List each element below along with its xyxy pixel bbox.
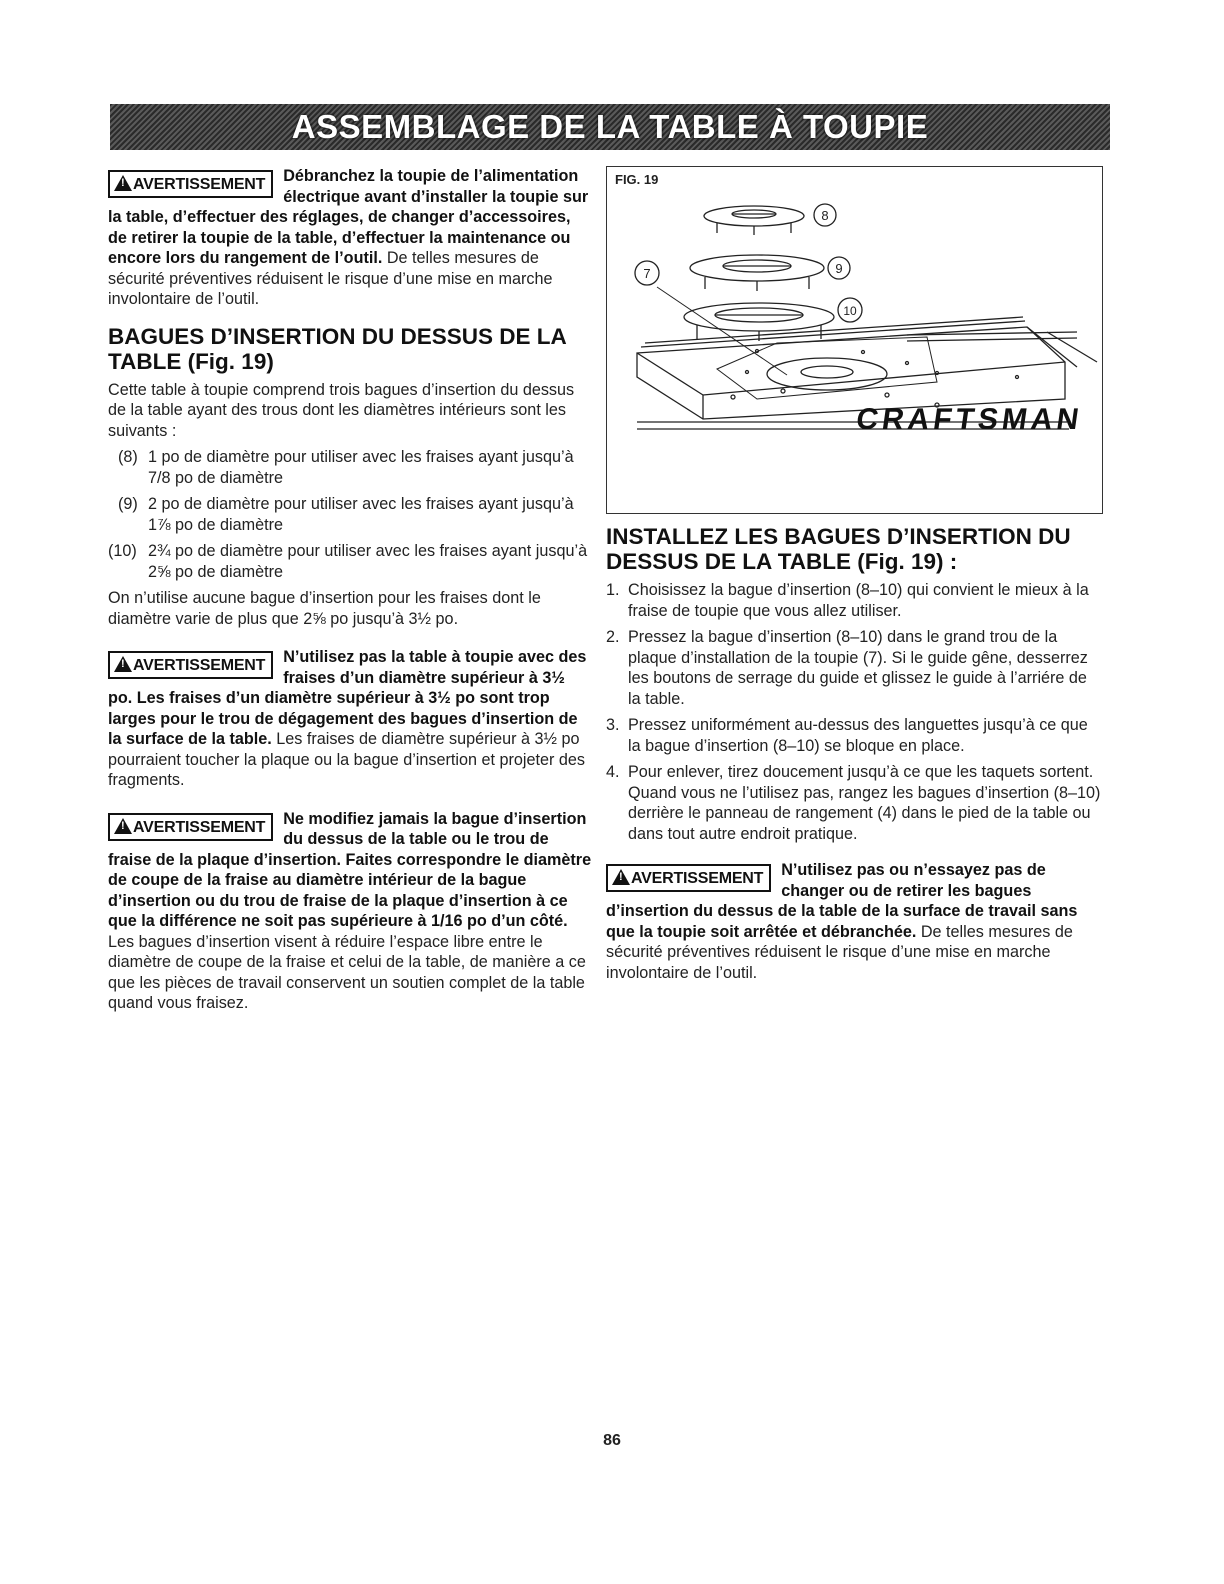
intro-text: Cette table à toupie comprend trois bagues d’insertion du dessus de la table ayant des trous dont les diamètres intérieurs sont les suivants :: [108, 380, 575, 440]
list-item: 2. Pressez la bague d’insertion (8–10) dans le grand trou de la plaque d’installation de la toupie (7). Si le guide gêne, desserrez les boutons de serrage du guide et glissez le guide à l’arriére de la table.: [606, 628, 1088, 708]
install-steps-list: [606, 580, 1104, 844]
callout-9: 9: [835, 261, 843, 276]
warning-block-modify: !AVERTISSEMENT Ne modifiez jamais la bague d’insertion du dessus de la table ou le trou de fraise de la plaque d’insertion. Faites correspondre le diamètre de coupe de la fraise au diamètre intérieur de la bague d’insertion ou du trou de fraise de la plaque d’insertion à ce que la différence ne soit pas supérieure à 1/16 po d’un côté. Les bagues d’insertion visent à réduire l’espace libre entre le diamètre de coupe de la fraise et celui de la table, de manière a ce que les pièces de travail conservent un soutien complet de la table quand vous fraisez.: [108, 809, 592, 1014]
brand-lettering: CRAFTSMAN: [854, 403, 1085, 436]
callout-8: 8: [821, 208, 829, 223]
list-item: (8) 1 po de diamètre pour utiliser avec les fraises ayant jusqu’à 7/8 po de diamètre: [118, 448, 574, 487]
note-text: On n’utilise aucune bague d’insertion pour les fraises dont le diamètre varie de plus que 2⅝ po jusqu’à 3½ po.: [108, 589, 541, 628]
warning-badge: !AVERTISSEMENT: [108, 170, 273, 198]
warning-badge: !AVERTISSEMENT: [108, 813, 273, 841]
insert-ring-list: [108, 447, 592, 582]
figure-label: FIG. 19: [615, 172, 659, 187]
figure-19: [606, 166, 1103, 514]
warning-block-change: !AVERTISSEMENT N’utilisez pas ou n’essayez pas de changer ou de retirer les bagues d’insertion du dessus de la table de la surface de travail sans que la toupie soit arrêtée et débranchée. De telles mesures de sécurité préventives réduisent le risque d’une mise en marche involontaire de l’outil.: [606, 860, 1104, 983]
list-item: 4. Pour enlever, tirez doucement jusqu’à ce que les taquets sortent. Quand vous ne l’utilisez pas, rangez les bagues d’insertion (8–10) derrière le panneau de rangement (4) dans le pied de la table ou dans tout autre endroit pratique.: [606, 763, 1101, 843]
list-item: (9) 2 po de diamètre pour utiliser avec les fraises ayant jusqu’à 1⅞ po de diamètre: [118, 495, 574, 534]
warning-triangle-icon: [114, 175, 132, 191]
warning-badge: !AVERTISSEMENT: [108, 651, 273, 679]
router-table-illustration: [607, 167, 1104, 515]
warning-badge: !AVERTISSEMENT: [606, 864, 771, 892]
insert-ring-8: [704, 206, 804, 235]
left-column: [108, 166, 592, 1014]
callout-10: 10: [843, 304, 857, 318]
warning-triangle-icon: [114, 656, 132, 672]
right-column: [606, 166, 1104, 983]
section-heading-install: INSTALLEZ LES BAGUES D’INSERTION DU DESSUS DE LA TABLE (Fig. 19) :: [606, 524, 1071, 574]
list-item: (10) 2¾ po de diamètre pour utiliser avec les fraises ayant jusqu’à 2⅝ po de diamètre: [108, 542, 588, 581]
section-title: ASSEMBLAGE DE LA TABLE À TOUPIE: [291, 108, 929, 145]
callout-7: 7: [643, 266, 651, 281]
section-heading-inserts: BAGUES D’INSERTION DU DESSUS DE LA TABLE (Fig. 19): [108, 323, 566, 374]
list-item: 3. Pressez uniformément au-dessus des languettes jusqu’à ce que la bague d’insertion (8–10) se bloque en place.: [606, 716, 1088, 755]
warning-triangle-icon: [612, 869, 630, 885]
insert-ring-9: [690, 255, 824, 291]
warning-block-power: !AVERTISSEMENT Débranchez la toupie de l’alimentation électrique avant d’installer la toupie sur la table, d’effectuer des réglages, de changer d’accessoires, de retirer la toupie de la table, d’effectuer la maintenance ou encore lors du rangement de l’outil. De telles mesures de sécurité préventives réduisent le risque d’une mise en marche involontaire de l’outil.: [108, 166, 592, 310]
section-banner: [110, 104, 1110, 150]
list-item: 1. Choisissez la bague d’insertion (8–10) qui convient le mieux à la fraise de toupie que vous allez utiliser.: [606, 581, 1089, 620]
page-number: 86: [603, 1432, 621, 1449]
warning-triangle-icon: [114, 818, 132, 834]
warning-block-diameter: !AVERTISSEMENT N’utilisez pas la table à toupie avec des fraises d’un diamètre supérieur à 3½ po. Les fraises d’un diamètre supérieur à 3½ po sont trop larges pour le trou de dégagement des bagues d’insertion de la surface de la table. Les fraises de diamètre supérieur à 3½ po pourraient toucher la plaque ou la bague d’insertion et projeter des fragments.: [108, 647, 592, 791]
